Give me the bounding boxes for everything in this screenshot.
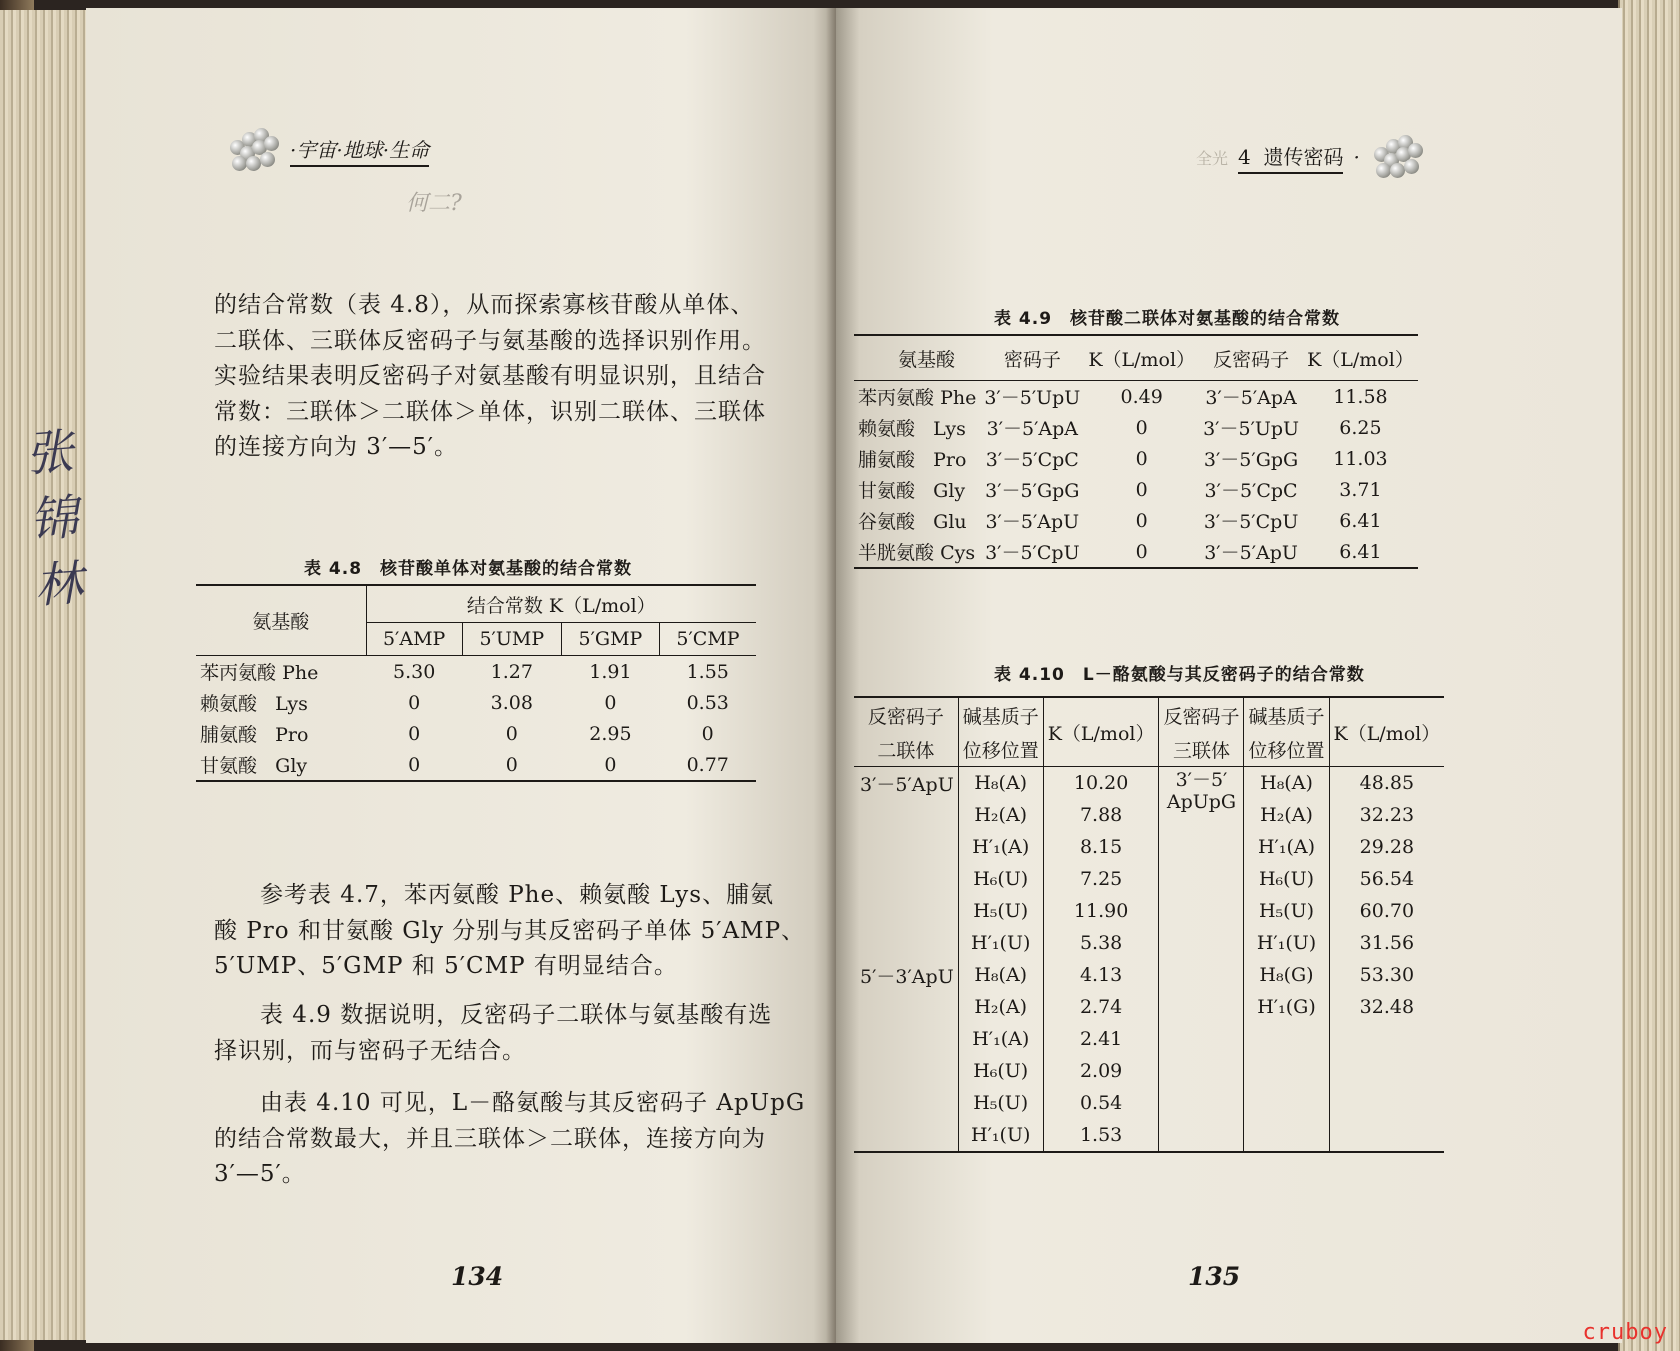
paragraph-table-4-7 [214, 878, 805, 985]
col-proton-tri-sub: 位移位置 [1244, 732, 1329, 767]
table-row [854, 831, 1444, 863]
table-row [196, 749, 756, 781]
trinucleotide-label [1159, 767, 1244, 1153]
table-row [854, 1087, 1444, 1119]
table-row [854, 927, 1444, 959]
anticodon-cell: 3′－5′CpC [1204, 480, 1298, 502]
proton-cell: H′₁(A) [958, 831, 1043, 863]
col-k-anticodon: K（L/mol） [1303, 335, 1418, 381]
text-line: 3′—5′。 [214, 1161, 306, 1187]
col-binding-constant: 结合常数 K（L/mol） [366, 585, 756, 623]
handwritten-name: 张锦林 [23, 423, 85, 615]
value-cell: 1.53 [1043, 1119, 1159, 1152]
amino-abbr: Gly [933, 480, 966, 502]
value-cell: 2.74 [1043, 991, 1159, 1023]
table-4-8 [196, 584, 756, 782]
value-cell: 0.49 [1120, 385, 1163, 408]
col-amino-acid: 氨基酸 [196, 585, 366, 656]
paragraph-table-4-10 [214, 1086, 805, 1193]
proton-cell: H′₁(A) [958, 1023, 1043, 1055]
text-line: 的结合常数最大，并且三联体＞二联体，连接方向为 [214, 1125, 766, 1152]
codon-cell: 3′－5′ApU [985, 511, 1080, 533]
col-k-di: K（L/mol） [1043, 697, 1159, 767]
value-cell: 5.30 [392, 660, 436, 683]
table-row [854, 412, 1418, 443]
value-cell: 1.91 [589, 660, 632, 683]
col-proton-di-sub: 位移位置 [958, 732, 1043, 767]
proton-cell: H₂(A) [958, 799, 1043, 831]
proton-cell: H′₁(U) [1244, 927, 1329, 959]
value-cell: 11.03 [1333, 447, 1388, 470]
value-cell: 56.54 [1329, 863, 1444, 895]
value-cell: 53.30 [1329, 959, 1444, 991]
trinucleotide-direction: 3′－5′ [1175, 769, 1228, 791]
value-cell: 1.55 [686, 660, 729, 683]
value-cell: 1.27 [490, 660, 533, 683]
text-line: 二联体、三联体反密码子与氨基酸的选择识别作用。 [214, 327, 766, 354]
amino-abbr: Phe [940, 387, 977, 409]
value-cell: 0 [701, 722, 714, 745]
table-4-9 [854, 334, 1418, 569]
col-anticodon-di: 反密码子 [867, 705, 944, 728]
value-cell: 10.20 [1043, 767, 1159, 800]
proton-cell: H₅(U) [958, 895, 1043, 927]
value-cell: 0 [408, 753, 421, 776]
value-cell: 8.15 [1043, 831, 1159, 863]
book-series-title: ·宇宙·地球·生命 [290, 134, 429, 167]
faded-header-text: 全光 [1196, 148, 1229, 168]
molecule-icon [226, 126, 280, 174]
col-5amp: 5′AMP [366, 623, 462, 656]
col-codon: 密码子 [980, 335, 1084, 381]
value-cell: 2.41 [1043, 1023, 1159, 1055]
value-cell: 6.41 [1339, 540, 1382, 563]
chapter-number: 4 [1238, 144, 1251, 169]
page-stack-right [1618, 0, 1680, 1351]
value-cell: 0 [505, 753, 518, 776]
proton-cell: H′₁(U) [958, 1119, 1043, 1152]
text-line: 酸 Pro 和甘氨酸 Gly 分别与其反密码子单体 5′AMP、 [214, 917, 806, 944]
page-number-right: 135 [1188, 1262, 1241, 1291]
codon-cell: 3′－5′CpC [985, 449, 1079, 471]
text-line: 5′UMP、5′GMP 和 5′CMP 有明显结合。 [214, 953, 678, 979]
col-proton-tri: 碱基质子 [1244, 697, 1329, 732]
col-5gmp: 5′GMP [561, 623, 659, 656]
proton-cell: H₅(U) [1244, 895, 1329, 927]
value-cell: 11.58 [1333, 385, 1388, 408]
proton-cell: H′₁(U) [958, 927, 1043, 959]
value-cell: 0 [1135, 416, 1148, 439]
table-row [854, 505, 1418, 536]
table-row [196, 656, 756, 688]
pencil-note: 何二? [406, 191, 462, 216]
proton-cell: H₈(G) [1244, 959, 1329, 991]
amino-abbr: Lys [933, 418, 966, 440]
chapter-title [1238, 141, 1343, 174]
text-line: 参考表 4.7，苯丙氨酸 Phe、赖氨酸 Lys、脯氨 [260, 882, 775, 908]
amino-name: 谷氨酸 [858, 511, 916, 533]
value-cell: 6.41 [1339, 509, 1382, 532]
col-anticodon-tri: 反密码子 [1159, 697, 1244, 732]
table-4-9-caption: 表 4.9 核苷酸二联体对氨基酸的结合常数 [994, 309, 1341, 329]
value-cell: 0 [1135, 447, 1148, 470]
watermark: cruboy [1582, 1320, 1668, 1345]
value-cell: 29.28 [1329, 831, 1444, 863]
col-anticodon: 反密码子 [1199, 335, 1303, 381]
col-5ump: 5′UMP [462, 623, 561, 656]
table-row [854, 959, 1444, 991]
anticodon-cell: 3′－5′CpU [1203, 511, 1299, 533]
proton-cell: H₈(A) [1244, 767, 1329, 800]
codon-cell: 3′－5′GpG [985, 480, 1080, 502]
dinucleotide-label: 3′－5′ApU [860, 773, 954, 796]
table-4-10-caption: 表 4.10 L－酪氨酸与其反密码子的结合常数 [994, 665, 1365, 685]
proton-cell: H₆(U) [958, 1055, 1043, 1087]
amino-abbr: Pro [933, 449, 967, 471]
proton-cell: H₈(A) [958, 959, 1043, 991]
amino-abbr: Cys [940, 542, 976, 564]
amino-abbr: Phe [282, 662, 319, 684]
text-line: 实验结果表明反密码子对氨基酸有明显识别，且结合 [214, 363, 766, 389]
text-line: 表 4.9 数据说明，反密码子二联体与氨基酸有选 [260, 1002, 773, 1028]
value-cell: 0 [408, 722, 421, 745]
proton-cell: H₂(A) [1244, 799, 1329, 831]
value-cell: 7.88 [1043, 799, 1159, 831]
value-cell: 5.38 [1043, 927, 1159, 959]
table-row [854, 863, 1444, 895]
value-cell: 2.09 [1043, 1055, 1159, 1087]
trinucleotide-sequence: ApUpG [1166, 791, 1237, 813]
page-stack-left [0, 10, 94, 1340]
value-cell: 7.25 [1043, 863, 1159, 895]
col-anticodon-di-sub: 二联体 [854, 732, 958, 767]
anticodon-cell: 3′－5′UpU [1203, 418, 1300, 440]
proton-cell: H₈(A) [958, 767, 1043, 800]
table-4-10 [854, 696, 1444, 1153]
paragraph-table-4-9 [214, 998, 772, 1069]
value-cell: 0 [1135, 509, 1148, 532]
value-cell: 2.95 [589, 722, 632, 745]
amino-name: 甘氨酸 [200, 755, 258, 777]
running-head-left [226, 126, 429, 174]
header-dot: · [1353, 145, 1360, 169]
value-cell: 0 [505, 722, 518, 745]
value-cell: 0 [1135, 478, 1148, 501]
text-line: 择识别，而与密码子无结合。 [214, 1037, 526, 1064]
value-cell: 11.90 [1043, 895, 1159, 927]
amino-name: 赖氨酸 [200, 693, 258, 715]
value-cell: 0 [1135, 540, 1148, 563]
codon-cell: 3′－5′UpU [984, 387, 1081, 409]
table-row [854, 1119, 1444, 1152]
col-anticodon-tri-sub: 三联体 [1159, 732, 1244, 767]
amino-abbr: Gly [275, 755, 308, 777]
table-row [854, 381, 1418, 413]
col-amino-acid: 氨基酸 [854, 335, 980, 381]
value-cell: 0 [604, 691, 617, 714]
table-row [854, 991, 1444, 1023]
table-row [854, 1055, 1444, 1087]
table-row [854, 474, 1418, 505]
table-row [196, 687, 756, 718]
table-row [854, 799, 1444, 831]
proton-cell: H′₁(G) [1244, 991, 1329, 1023]
table-row [854, 895, 1444, 927]
value-cell: 3.71 [1339, 478, 1382, 501]
value-cell: 3.08 [490, 691, 533, 714]
value-cell: 4.13 [1043, 959, 1159, 991]
amino-name: 苯丙氨酸 [200, 662, 277, 684]
amino-name: 半胱氨酸 [858, 542, 935, 564]
anticodon-cell: 3′－5′ApU [1204, 542, 1298, 564]
value-cell: 0 [604, 753, 617, 776]
proton-cell: H₆(U) [958, 863, 1043, 895]
running-head-right [1196, 133, 1424, 181]
text-line: 常数：三联体＞二联体＞单体，识别二联体、三联体 [214, 398, 766, 425]
dinucleotide-label: 5′－3′ApU [860, 965, 954, 988]
proton-cell: H₆(U) [1244, 863, 1329, 895]
anticodon-cell: 3′－5′GpG [1203, 449, 1299, 471]
value-cell: 6.25 [1339, 416, 1382, 439]
amino-abbr: Pro [275, 724, 309, 746]
value-cell: 0 [408, 691, 421, 714]
amino-name: 赖氨酸 [858, 418, 916, 440]
value-cell: 32.48 [1329, 991, 1444, 1023]
paragraph-intro [214, 288, 766, 466]
col-k-tri: K（L/mol） [1329, 697, 1444, 767]
anticodon-cell: 3′－5′ApA [1205, 387, 1297, 409]
col-5cmp: 5′CMP [659, 623, 756, 656]
page-134 [86, 8, 836, 1343]
text-line: 的连接方向为 3′—5′。 [214, 434, 459, 460]
table-row [854, 1023, 1444, 1055]
col-proton-di: 碱基质子 [958, 697, 1043, 732]
codon-cell: 3′－5′CpU [985, 542, 1080, 564]
proton-cell: H′₁(A) [1244, 831, 1329, 863]
value-cell: 60.70 [1329, 895, 1444, 927]
table-row [854, 443, 1418, 474]
amino-name: 甘氨酸 [858, 480, 916, 502]
molecule-icon [1370, 133, 1424, 181]
table-row [854, 767, 1444, 800]
value-cell: 0.77 [686, 753, 729, 776]
value-cell: 0.53 [686, 691, 729, 714]
proton-cell: H₂(A) [958, 991, 1043, 1023]
text-line: 的结合常数（表 4.8），从而探索寡核苷酸从单体、 [214, 292, 755, 318]
amino-name: 脯氨酸 [858, 449, 916, 471]
page-135 [836, 8, 1622, 1343]
chapter-name: 遗传密码 [1263, 144, 1344, 169]
amino-name: 苯丙氨酸 [858, 387, 935, 409]
value-cell: 31.56 [1329, 927, 1444, 959]
col-k-codon: K（L/mol） [1084, 335, 1199, 381]
page-number-left: 134 [451, 1262, 504, 1291]
codon-cell: 3′－5′ApA [986, 418, 1079, 440]
value-cell: 48.85 [1329, 767, 1444, 800]
value-cell: 0.54 [1043, 1087, 1159, 1119]
table-4-8-caption: 表 4.8 核苷酸单体对氨基酸的结合常数 [304, 559, 633, 579]
proton-cell: H₅(U) [958, 1087, 1043, 1119]
amino-name: 脯氨酸 [200, 724, 258, 746]
table-row [854, 536, 1418, 568]
amino-abbr: Glu [933, 511, 967, 533]
text-line: 由表 4.10 可见，L－酪氨酸与其反密码子 ApUpG [260, 1090, 806, 1116]
value-cell: 32.23 [1329, 799, 1444, 831]
table-row [196, 718, 756, 749]
amino-abbr: Lys [275, 693, 308, 715]
